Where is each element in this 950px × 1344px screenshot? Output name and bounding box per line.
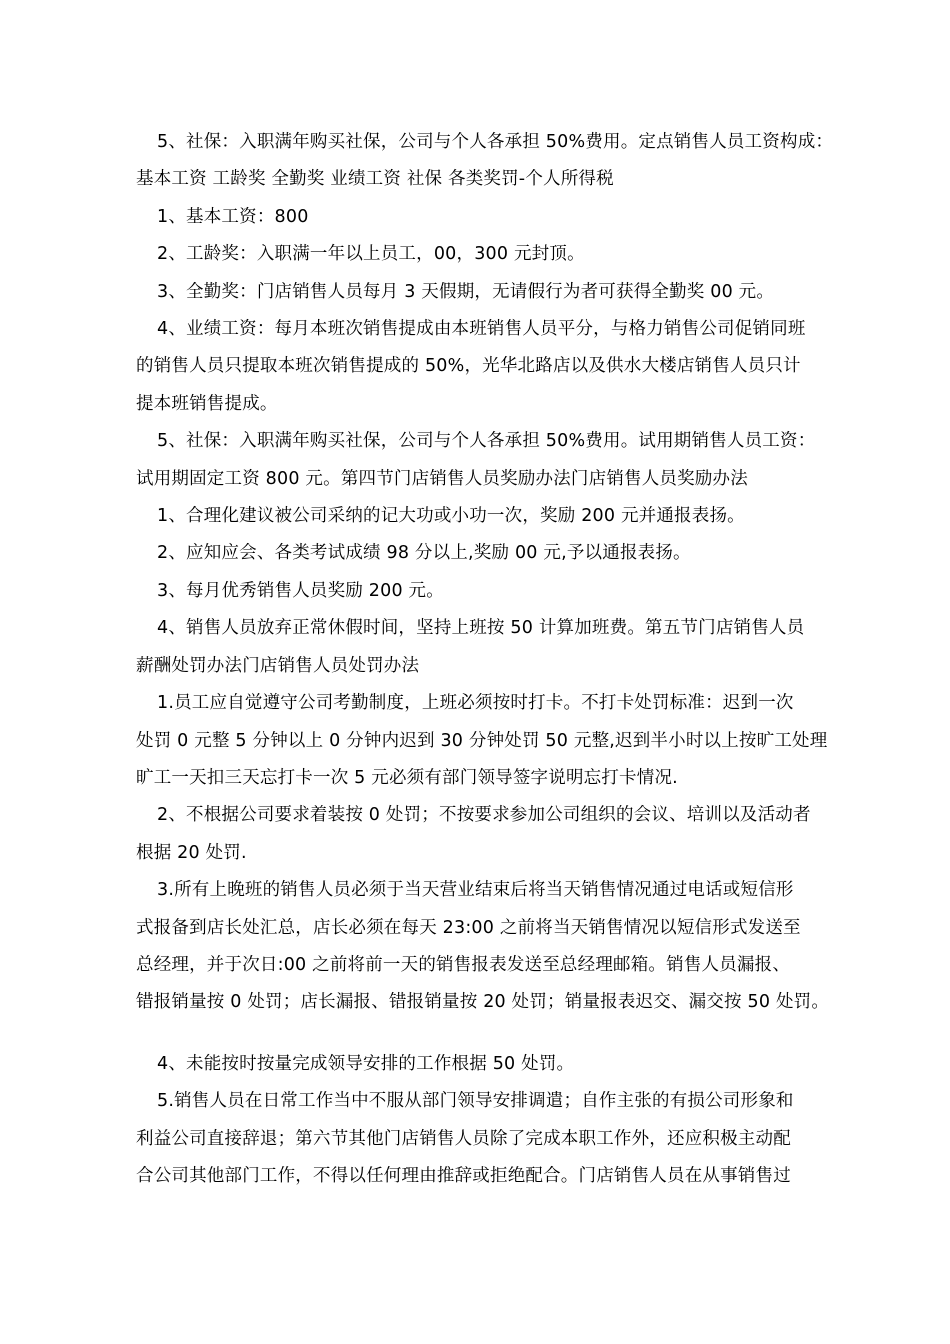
paragraph-social-insurance-2	[115, 423, 850, 498]
paragraph-penalty-3	[115, 872, 850, 1022]
text-line: 试用期固定工资 800 元。第四节门店销售人员奖励办法门店销售人员奖励办法	[136, 468, 748, 489]
text-line: 4、未能按时按量完成领导安排的工作根据 50 处罚。	[157, 1053, 575, 1074]
text-line: 处罚 0 元整 5 分钟以上 0 分钟内迟到 30 分钟处罚 50 元整,迟到半小时以上按旷工处理	[136, 730, 828, 751]
paragraph-penalty-2	[115, 797, 850, 872]
paragraph-base-salary	[115, 199, 850, 236]
paragraph-reward-2	[115, 535, 850, 572]
text-line: 3.所有上晚班的销售人员必须于当天营业结束后将当天销售情况通过电话或短信形	[157, 880, 794, 901]
text-line: 2、工龄奖：入职满一年以上员工，00，300 元封顶。	[157, 244, 585, 265]
text-line: 总经理，并于次日:00 之前将前一天的销售报表发送至总经理邮箱。销售人员漏报、	[136, 954, 791, 975]
text-line: 式报备到店长处汇总，店长必须在每天 23:00 之前将当天销售情况以短信形式发送至	[136, 917, 801, 938]
text-line: 4、业绩工资：每月本班次销售提成由本班销售人员平分，与格力销售公司促销同班	[157, 319, 806, 340]
paragraph-performance-pay	[115, 311, 850, 423]
text-line: 利益公司直接辞退；第六节其他门店销售人员除了完成本职工作外，还应积极主动配	[136, 1128, 791, 1149]
text-line: 旷工一天扣三天忘打卡一次 5 元必须有部门领导签字说明忘打卡情况.	[136, 767, 678, 788]
text-line: 的销售人员只提取本班次销售提成的 50%，光华北路店以及供水大楼店销售人员只计	[136, 356, 801, 377]
paragraph-penalty-1	[115, 685, 850, 797]
text-line: 5.销售人员在日常工作当中不服从部门领导安排调遣；自作主张的有损公司形象和	[157, 1091, 794, 1112]
text-line: 根据 20 处罚.	[136, 842, 247, 863]
paragraph-seniority-bonus	[115, 236, 850, 273]
text-line: 提本班销售提成。	[136, 393, 278, 414]
paragraph-reward-3	[115, 573, 850, 610]
text-line: 5、社保：入职满年购买社保，公司与个人各承担 50%费用。试用期销售人员工资：	[157, 431, 816, 452]
text-line: 2、应知应会、各类考试成绩 98 分以上,奖励 00 元,予以通报表扬。	[157, 543, 691, 564]
text-line: 2、不根据公司要求着装按 0 处罚；不按要求参加公司组织的会议、培训以及活动者	[157, 805, 811, 826]
paragraph-attendance-bonus	[115, 274, 850, 311]
paragraph-penalty-4	[115, 1046, 850, 1083]
text-line: 基本工资 工龄奖 全勤奖 业绩工资 社保 各类奖罚-个人所得税	[136, 169, 614, 190]
text-line: 3、每月优秀销售人员奖励 200 元。	[157, 580, 444, 601]
text-line: 合公司其他部门工作，不得以任何理由推辞或拒绝配合。门店销售人员在从事销售过	[136, 1165, 791, 1186]
text-line: 错报销量按 0 处罚；店长漏报、错报销量按 20 处罚；销量报表迟交、漏交按 50 处罚。	[136, 992, 830, 1013]
paragraph-spacer	[115, 1022, 850, 1046]
paragraph-reward-4	[115, 610, 850, 685]
paragraph-social-insurance-1	[115, 124, 850, 199]
document-body	[115, 124, 850, 1195]
text-line: 1、合理化建议被公司采纳的记大功或小功一次，奖励 200 元并通报表扬。	[157, 506, 745, 527]
text-line: 4、销售人员放弃正常休假时间，坚持上班按 50 计算加班费。第五节门店销售人员	[157, 618, 805, 639]
text-line: 3、全勤奖：门店销售人员每月 3 天假期，无请假行为者可获得全勤奖 00 元。	[157, 281, 775, 302]
text-line: 薪酬处罚办法门店销售人员处罚办法	[136, 655, 420, 676]
paragraph-reward-1	[115, 498, 850, 535]
text-line: 5、社保：入职满年购买社保，公司与个人各承担 50%费用。定点销售人员工资构成：	[157, 132, 834, 152]
text-line: 1.员工应自觉遵守公司考勤制度，上班必须按时打卡。不打卡处罚标准：迟到一次	[157, 693, 794, 714]
paragraph-penalty-5	[115, 1083, 850, 1195]
text-line: 1、基本工资：800	[157, 206, 309, 227]
